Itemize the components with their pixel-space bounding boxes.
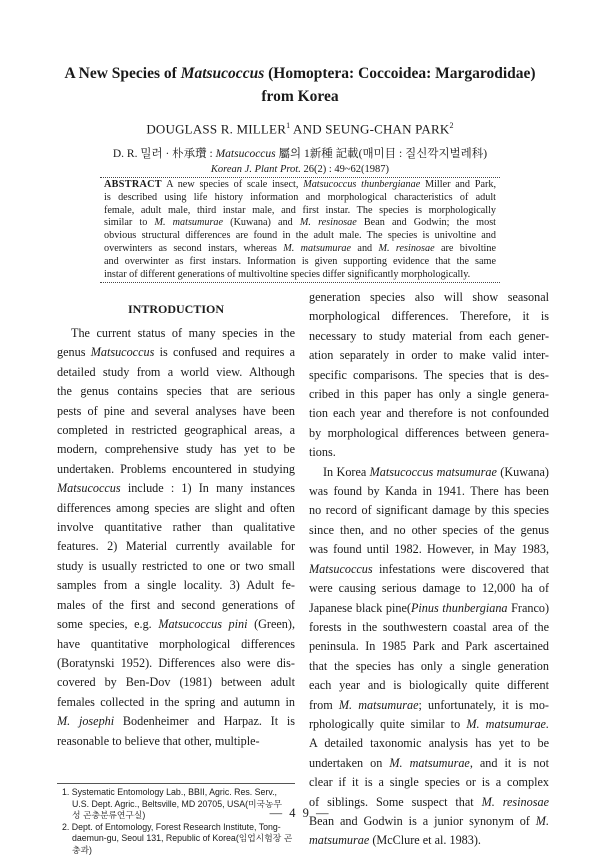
text-line: each year and is biologically quite different <box>309 676 549 695</box>
text-line: undertaken on M. matsumurae, and it is not <box>309 754 549 773</box>
text-line: M. josephi Bodenheimer and Harpaz. It is <box>57 712 295 731</box>
footnote-line: U.S. Dept. Agric., Beltsville, MD 20705, USA(미국농무 <box>62 799 298 811</box>
text-line: have quantitative morphological differences <box>57 635 295 654</box>
text-line: completed in restricted geographical areas, a <box>57 421 295 440</box>
abstract-line: ABSTRACT A new species of scale insect, Matsucoccus thunbergianae Miller and Park, <box>104 179 496 192</box>
abstract-line: is described using life history information and morphological characteristics of adult <box>104 192 496 205</box>
section-heading-introduction: INTRODUCTION <box>57 302 295 317</box>
footnote-line: 충과) <box>62 845 298 856</box>
text-line: Japanese black pine(Pinus thunbergiana Franco) <box>309 599 549 618</box>
footnote-rule <box>57 783 295 784</box>
abstract-line: and overwinter as first instars. Information is given supporting evidence that the same <box>104 256 496 269</box>
text-line: tion each year and therefore is not confounded <box>309 404 549 423</box>
text-line: was found until 1982. However, in May 1983, <box>309 540 549 559</box>
abstract-line: overwinters as second instars, whereas M. matsumurae and M. resinosae are bivoltine <box>104 243 496 256</box>
text-line: genus Matsucoccus is confused and requires a <box>57 343 295 362</box>
text-line: study is usually restricted to one or two small <box>57 557 295 576</box>
text-line: The current status of many species in the <box>57 324 295 343</box>
text-line: rphologically quite similar to M. matsumurae. <box>309 715 549 734</box>
journal-citation: Korean J. Plant Prot. 26(2) : 49~62(1987) <box>40 164 560 175</box>
text-line: of siblings. Some suspect that M. resinosae <box>309 793 549 812</box>
text-line: cribed in this paper has only a single genera- <box>309 385 549 404</box>
text-line: matsumurae (McClure et al. 1983). <box>309 831 549 850</box>
text-line: morphological differences. Therefore, it is <box>309 307 549 326</box>
text-line: specific comparisons. The species that is des- <box>309 366 549 385</box>
title-line-2: from Korea <box>40 85 560 108</box>
text-line: involve quantitative rather than qualitative <box>57 518 295 537</box>
text-line: Matsucoccus infestations were discovered that <box>309 560 549 579</box>
page-number: — 4 9 — <box>0 806 600 821</box>
text-line: since then, and no other species of the genus <box>309 521 549 540</box>
author-1: DOUGLASS R. MILLER <box>146 121 286 136</box>
text-line: the genus contains species that are serious <box>57 382 295 401</box>
text-line: A detailed taxonomic analysis has yet to be <box>309 734 549 753</box>
author-2: SEUNG-CHAN PARK <box>325 121 449 136</box>
text-line: forests in the southwestern coastal area of the <box>309 618 549 637</box>
text-line: samples from a single locality. 3) Adult fe- <box>57 576 295 595</box>
author-line: DOUGLASS R. MILLER$^1$ AND SEUNG-CHAN PARK$^2$ <box>40 121 560 137</box>
text-line: pests of pine and several analyses have been <box>57 402 295 421</box>
text-line: Bean and Godwin is a junior synonym of M. <box>309 812 549 831</box>
text-line: tions. <box>309 443 549 462</box>
text-line: covered by Ben-Dov (1981) between adult <box>57 673 295 692</box>
text-line: undertaken. Problems encountered in studying <box>57 460 295 479</box>
text-line: ation separately in order to make valid inter- <box>309 346 549 365</box>
text-line: modern, comprehensive study has yet to be <box>57 440 295 459</box>
text-line: peninsula. In 1985 Park and Park ascertained <box>309 637 549 656</box>
footnote-line: 성 곤충분류연구실) <box>62 810 298 822</box>
text-line: that the species has only a single generation <box>309 657 549 676</box>
text-line: were causing serious damage to 12,000 ha of <box>309 579 549 598</box>
abstract-bottom-rule <box>100 282 500 283</box>
right-column-text <box>309 288 549 851</box>
text-line: necessary to study material from each gener- <box>309 327 549 346</box>
text-line: reasonable to believe that other, multiple- <box>57 732 295 751</box>
text-line: (Boratynski 1952). Differences also were dis- <box>57 654 295 673</box>
text-line: differences among species are slight and often <box>57 499 295 518</box>
text-line: features. 2) Material currently available for <box>57 537 295 556</box>
text-line: some species, e.g. Matsucoccus pini (Green), <box>57 615 295 634</box>
text-line: generation species also will show seasonal <box>309 288 549 307</box>
text-line: females collected in the spring and autumn in <box>57 693 295 712</box>
abstract-top-rule <box>100 177 500 178</box>
text-line: detailed study from a world view. Although <box>57 363 295 382</box>
footnote-line: 2. Dept. of Entomology, Forest Research Institute, Tong- <box>62 822 298 834</box>
text-line: clear if it is a single species or is a complex <box>309 773 549 792</box>
abstract-line: instar of different generations of multivoltine species differ significantly morphologically. <box>104 269 496 282</box>
abstract-line: obvious structural differences are found in the adult male. The species is univoltine and <box>104 230 496 243</box>
abstract-line: female, adult male, third instar male, and first instar. The species is morphologically <box>104 205 496 218</box>
text-line: Matsucoccus include : 1) In many instances <box>57 479 295 498</box>
text-line: males of the first and second generations of <box>57 596 295 615</box>
abstract-line: similar to M. matsumurae (Kuwana) and M. resinosae Bean and Godwin; the most <box>104 217 496 230</box>
left-column-text <box>57 324 295 751</box>
paper-title <box>40 62 560 108</box>
text-line: by morphological differences between genera- <box>309 424 549 443</box>
text-line: In Korea Matsucoccus matsumurae (Kuwana) <box>309 463 549 482</box>
title-line-1: A New Species of Matsucoccus (Homoptera: Coccoidea: Margarodidae) <box>40 62 560 85</box>
footnotes <box>62 787 298 856</box>
text-line: no record of significant damage by this species <box>309 501 549 520</box>
text-line: from M. matsumurae; unfortunately, it is mo- <box>309 696 549 715</box>
korean-title: D. R. 밀러 · 朴承瓚 : Matsucoccus 屬의 1新種 記載(매미目 : 질신깍지벌레科) <box>40 145 560 161</box>
footnote-line: 1. Systematic Entomology Lab., BBII, Agric. Res. Serv., <box>62 787 298 799</box>
footnote-line: daemun-gu, Seoul 131, Republic of Korea(임업시험장 곤 <box>62 833 298 845</box>
abstract <box>104 179 496 281</box>
text-line: was found by Kanda in 1941. There has been <box>309 482 549 501</box>
